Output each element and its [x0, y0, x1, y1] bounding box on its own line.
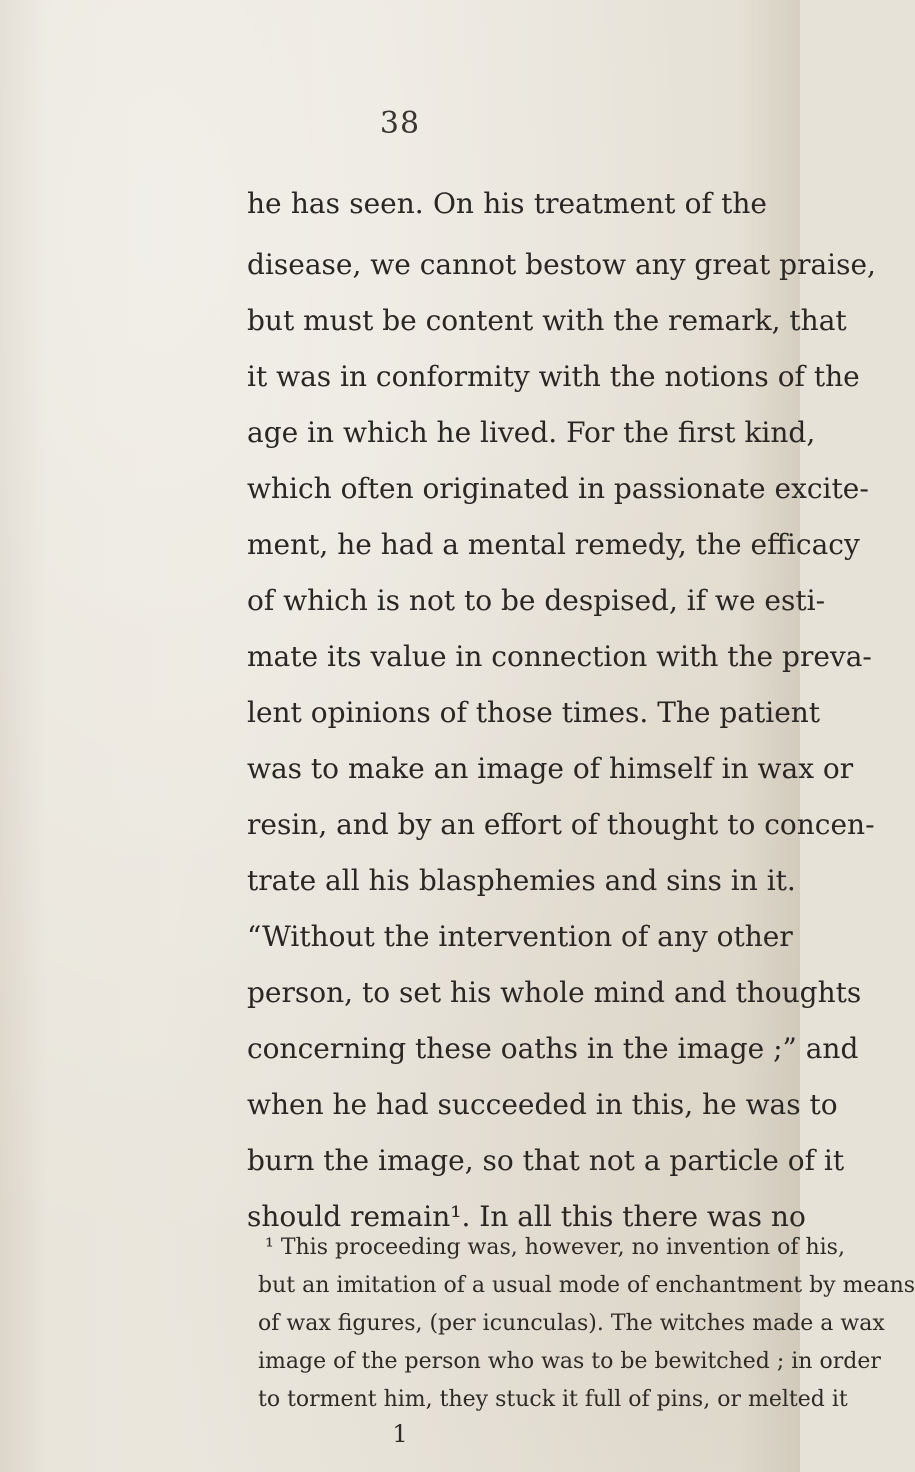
footnote-line-5: to torment him, they stuck it full of pins, or melted it — [258, 1387, 848, 1412]
body-line-15: person, to set his whole mind and thoughts — [247, 976, 862, 1009]
body-line-18: burn the image, so that not a particle of it — [247, 1144, 845, 1177]
body-line-10: lent opinions of those times. The patient — [247, 696, 821, 729]
body-line-11: was to make an image of himself in wax or — [247, 752, 854, 785]
page-number: 38 — [379, 106, 421, 141]
body-line-2: disease, we cannot bestow any great praise, — [247, 248, 876, 281]
footnote-line-1: ¹ This proceeding was, however, no invention of his, — [265, 1235, 845, 1260]
signature-mark: 1 — [392, 1420, 408, 1448]
body-line-14: “Without the intervention of any other — [247, 920, 793, 953]
body-line-6: which often originated in passionate excite- — [247, 472, 869, 505]
body-line-7: ment, he had a mental remedy, the efficacy — [247, 528, 860, 561]
footnote-line-2: but an imitation of a usual mode of enchantment by means — [258, 1273, 915, 1298]
body-line-13: trate all his blasphemies and sins in it. — [247, 864, 796, 897]
body-line-9: mate its value in connection with the preva- — [247, 640, 872, 673]
body-line-3: but must be content with the remark, that — [247, 304, 847, 337]
footnote-line-4: image of the person who was to be bewitched ; in order — [258, 1349, 881, 1374]
footnote-line-3: of wax figures, (per icunculas). The witches made a wax — [258, 1311, 885, 1336]
body-line-12: resin, and by an effort of thought to concen- — [247, 808, 875, 841]
body-line-16: concerning these oaths in the image ;” and — [247, 1032, 859, 1065]
body-line-8: of which is not to be despised, if we esti- — [247, 584, 826, 617]
body-line-19: should remain¹. In all this there was no — [247, 1200, 806, 1233]
body-line-5: age in which he lived. For the first kind, — [247, 416, 816, 449]
body-line-4: it was in conformity with the notions of the — [247, 360, 860, 393]
body-line-1: he has seen. On his treatment of the — [247, 187, 767, 220]
body-line-17: when he had succeeded in this, he was to — [247, 1088, 838, 1121]
